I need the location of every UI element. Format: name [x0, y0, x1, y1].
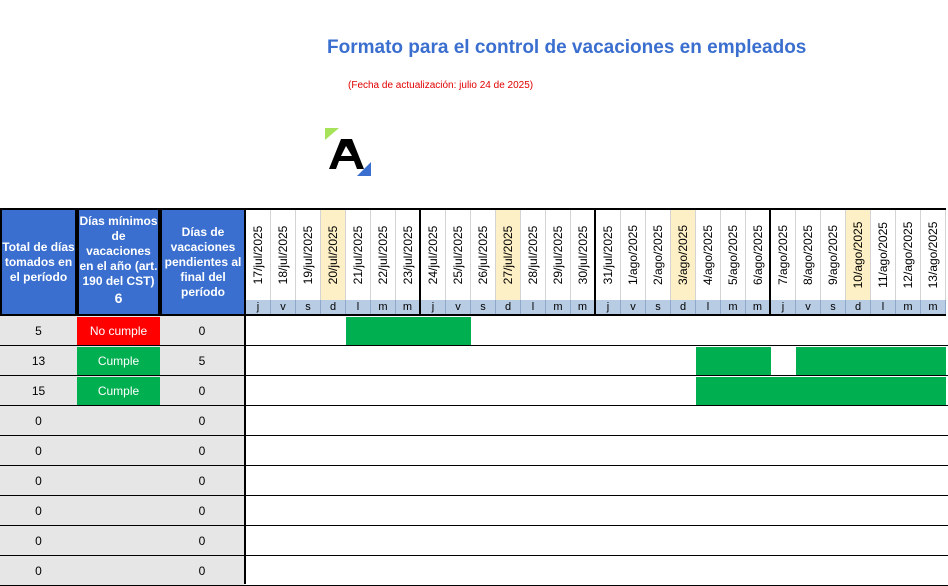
- weekday-letter: m: [746, 300, 771, 314]
- date-label: 13/ago/2025: [926, 221, 940, 289]
- day-cells[interactable]: [246, 316, 946, 346]
- date-label: 24/jul/2025: [426, 225, 440, 285]
- date-column-header: [596, 210, 621, 300]
- compliance-cell[interactable]: [77, 526, 160, 556]
- date-column-header: [496, 210, 521, 300]
- date-column-header: [821, 210, 846, 300]
- weekday-letter: s: [296, 300, 321, 314]
- employee-row: [0, 346, 948, 376]
- employee-row: [0, 526, 948, 556]
- employee-row: [0, 406, 948, 436]
- page-title: Formato para el control de vacaciones en empleados: [327, 37, 807, 58]
- date-label: 5/ago/2025: [726, 224, 740, 286]
- vacation-day-cell[interactable]: [796, 347, 821, 375]
- date-column-header: [896, 210, 921, 300]
- date-label: 6/ago/2025: [750, 224, 765, 286]
- day-cells[interactable]: [246, 496, 946, 526]
- vacation-day-cell[interactable]: [921, 377, 946, 405]
- min-days-value: 6: [114, 290, 123, 306]
- compliance-cell[interactable]: [77, 406, 160, 436]
- weekday-letter: s: [821, 300, 846, 314]
- date-label: 9/ago/2025: [826, 224, 840, 286]
- employee-row: [0, 496, 948, 526]
- pending-days-cell[interactable]: 0: [160, 316, 244, 346]
- day-cells[interactable]: [246, 556, 946, 586]
- employee-row: [0, 436, 948, 466]
- compliance-cell[interactable]: [77, 496, 160, 526]
- vacation-day-cell[interactable]: [846, 347, 871, 375]
- date-column-header: [571, 210, 596, 300]
- date-label: 7/ago/2025: [776, 224, 790, 286]
- date-label: 2/ago/2025: [651, 224, 665, 286]
- total-days-cell[interactable]: 13: [0, 346, 77, 376]
- weekday-letter: l: [871, 300, 896, 314]
- vacation-day-cell[interactable]: [846, 377, 871, 405]
- date-label: 30/jul/2025: [575, 225, 590, 285]
- day-cells[interactable]: [246, 406, 946, 436]
- vacation-day-cell[interactable]: [896, 377, 921, 405]
- employee-row: [0, 556, 948, 586]
- weekday-letter: m: [721, 300, 746, 314]
- pending-days-cell[interactable]: 0: [160, 496, 244, 526]
- total-days-cell[interactable]: 0: [0, 496, 77, 526]
- compliance-status-badge: No cumple: [77, 317, 160, 345]
- date-column-header: [246, 210, 271, 300]
- header-min-days-label: Días mínimos de vacaciones en el año (art. 190 del CST): [79, 214, 158, 288]
- date-column-header: [771, 210, 796, 300]
- date-column-header: [296, 210, 321, 300]
- date-column-header: [371, 210, 396, 300]
- compliance-cell[interactable]: [77, 556, 160, 586]
- weekday-letter: m: [371, 300, 396, 314]
- total-days-cell[interactable]: 0: [0, 466, 77, 496]
- vacation-day-cell[interactable]: [721, 377, 746, 405]
- vacation-day-cell[interactable]: [871, 377, 896, 405]
- day-cells[interactable]: [246, 376, 946, 406]
- vacation-day-cell[interactable]: [396, 317, 421, 345]
- date-column-header: [696, 210, 721, 300]
- header-min-days: [77, 208, 160, 316]
- vacation-day-cell[interactable]: [771, 377, 796, 405]
- brand-logo-icon: [325, 128, 371, 176]
- total-days-cell[interactable]: 15: [0, 376, 77, 406]
- vacation-day-cell[interactable]: [796, 377, 821, 405]
- total-days-cell[interactable]: 0: [0, 406, 77, 436]
- date-label: 3/ago/2025: [676, 224, 690, 286]
- date-column-header: [646, 210, 671, 300]
- weekday-letter: d: [321, 300, 346, 314]
- vacation-day-cell[interactable]: [696, 347, 721, 375]
- vacation-day-cell[interactable]: [821, 377, 846, 405]
- employee-row: [0, 466, 948, 496]
- weekday-letter: j: [246, 300, 271, 314]
- weekday-letter: d: [496, 300, 521, 314]
- date-header-row: [246, 208, 946, 300]
- date-label: 17/jul/2025: [251, 225, 265, 285]
- date-label: 11/ago/2025: [876, 222, 890, 288]
- weekday-letter: l: [346, 300, 371, 314]
- vacation-day-cell[interactable]: [346, 317, 371, 345]
- pending-days-cell[interactable]: 5: [160, 346, 244, 376]
- date-column-header: [846, 210, 871, 300]
- date-label: 25/jul/2025: [451, 225, 465, 285]
- weekday-letter: v: [446, 300, 471, 314]
- date-column-header: [446, 210, 471, 300]
- vacation-day-cell[interactable]: [446, 317, 471, 345]
- header-total-days: Total de días tomados en el período: [0, 208, 77, 316]
- pending-days-cell[interactable]: 0: [160, 436, 244, 466]
- date-label: 19/jul/2025: [301, 225, 315, 285]
- date-column-header: [471, 210, 496, 300]
- total-days-cell[interactable]: 0: [0, 436, 77, 466]
- vacation-day-cell[interactable]: [746, 377, 771, 405]
- weekday-letter: v: [621, 300, 646, 314]
- vacation-day-cell[interactable]: [921, 347, 946, 375]
- vacation-day-cell[interactable]: [821, 347, 846, 375]
- weekday-letter: l: [696, 300, 721, 314]
- date-column-header: [796, 210, 821, 300]
- date-label: 31/jul/2025: [601, 225, 615, 285]
- vacation-day-cell[interactable]: [871, 347, 896, 375]
- date-column-header: [321, 210, 346, 300]
- date-label: 20/jul/2025: [326, 225, 340, 285]
- weekday-letter: m: [896, 300, 921, 314]
- date-label: 27/jul/2025: [501, 225, 515, 285]
- weekday-letter: m: [571, 300, 596, 314]
- date-label: 12/ago/2025: [901, 221, 915, 289]
- day-cells[interactable]: [246, 436, 946, 466]
- compliance-cell[interactable]: [77, 316, 160, 346]
- date-label: 28/jul/2025: [526, 225, 540, 285]
- date-column-header: [546, 210, 571, 300]
- date-column-header: [871, 210, 896, 300]
- weekday-letter: l: [521, 300, 546, 314]
- day-cells[interactable]: [246, 466, 946, 496]
- date-column-header: [346, 210, 371, 300]
- pending-days-cell[interactable]: 0: [160, 526, 244, 556]
- date-label: 29/jul/2025: [551, 225, 565, 285]
- weekday-letter: m: [921, 300, 946, 314]
- weekday-letter: j: [596, 300, 621, 314]
- date-column-header: [921, 210, 946, 300]
- total-days-cell[interactable]: 0: [0, 526, 77, 556]
- date-column-header: [671, 210, 696, 300]
- date-label: 21/jul/2025: [351, 225, 365, 285]
- vacation-day-cell[interactable]: [421, 317, 446, 345]
- day-cells[interactable]: [246, 526, 946, 556]
- total-days-cell[interactable]: 0: [0, 556, 77, 586]
- employee-row: [0, 316, 948, 346]
- vacation-day-cell[interactable]: [746, 347, 771, 375]
- weekday-letter: s: [471, 300, 496, 314]
- date-column-header: [721, 210, 746, 300]
- date-label: 4/ago/2025: [701, 224, 715, 286]
- employee-row: [0, 376, 948, 406]
- total-days-cell[interactable]: 5: [0, 316, 77, 346]
- date-column-header: [271, 210, 296, 300]
- vacation-day-cell[interactable]: [371, 317, 396, 345]
- date-column-header: [396, 210, 421, 300]
- date-column-header: [621, 210, 646, 300]
- compliance-cell[interactable]: [77, 346, 160, 376]
- update-date: (Fecha de actualización: julio 24 de 2025): [348, 80, 534, 91]
- day-cells[interactable]: [246, 346, 946, 376]
- date-column-header: [521, 210, 546, 300]
- compliance-cell[interactable]: [77, 436, 160, 466]
- compliance-status-badge: Cumple: [77, 347, 160, 375]
- pending-days-cell[interactable]: 0: [160, 466, 244, 496]
- weekday-letter: j: [421, 300, 446, 314]
- vacation-day-cell[interactable]: [696, 377, 721, 405]
- compliance-cell[interactable]: [77, 376, 160, 406]
- date-label: 18/jul/2025: [276, 225, 290, 285]
- weekday-letter: v: [271, 300, 296, 314]
- vacation-grid: [0, 208, 948, 584]
- date-label: 23/jul/2025: [400, 225, 415, 285]
- date-column-header: [421, 210, 446, 300]
- weekday-letter: m: [396, 300, 421, 314]
- weekday-letter: d: [671, 300, 696, 314]
- date-column-header: [746, 210, 771, 300]
- pending-days-cell[interactable]: 0: [160, 406, 244, 436]
- date-label: 1/ago/2025: [626, 224, 640, 286]
- weekday-letter: v: [796, 300, 821, 314]
- weekday-letter: d: [846, 300, 871, 314]
- compliance-status-badge: Cumple: [77, 377, 160, 405]
- weekday-letter: m: [546, 300, 571, 314]
- vacation-day-cell[interactable]: [896, 347, 921, 375]
- weekday-letter: s: [646, 300, 671, 314]
- pending-days-cell[interactable]: 0: [160, 556, 244, 586]
- date-label: 22/jul/2025: [376, 225, 390, 285]
- date-label: 26/jul/2025: [476, 225, 490, 285]
- pending-days-cell[interactable]: 0: [160, 376, 244, 406]
- weekday-letter-row: [246, 300, 946, 316]
- date-label: 8/ago/2025: [801, 224, 815, 286]
- grid-divider: [244, 316, 246, 584]
- weekday-letter: j: [771, 300, 796, 314]
- date-label: 10/ago/2025: [851, 221, 865, 289]
- header-pending-days: Días de vacaciones pendientes al final del período: [160, 208, 246, 316]
- vacation-day-cell[interactable]: [721, 347, 746, 375]
- compliance-cell[interactable]: [77, 466, 160, 496]
